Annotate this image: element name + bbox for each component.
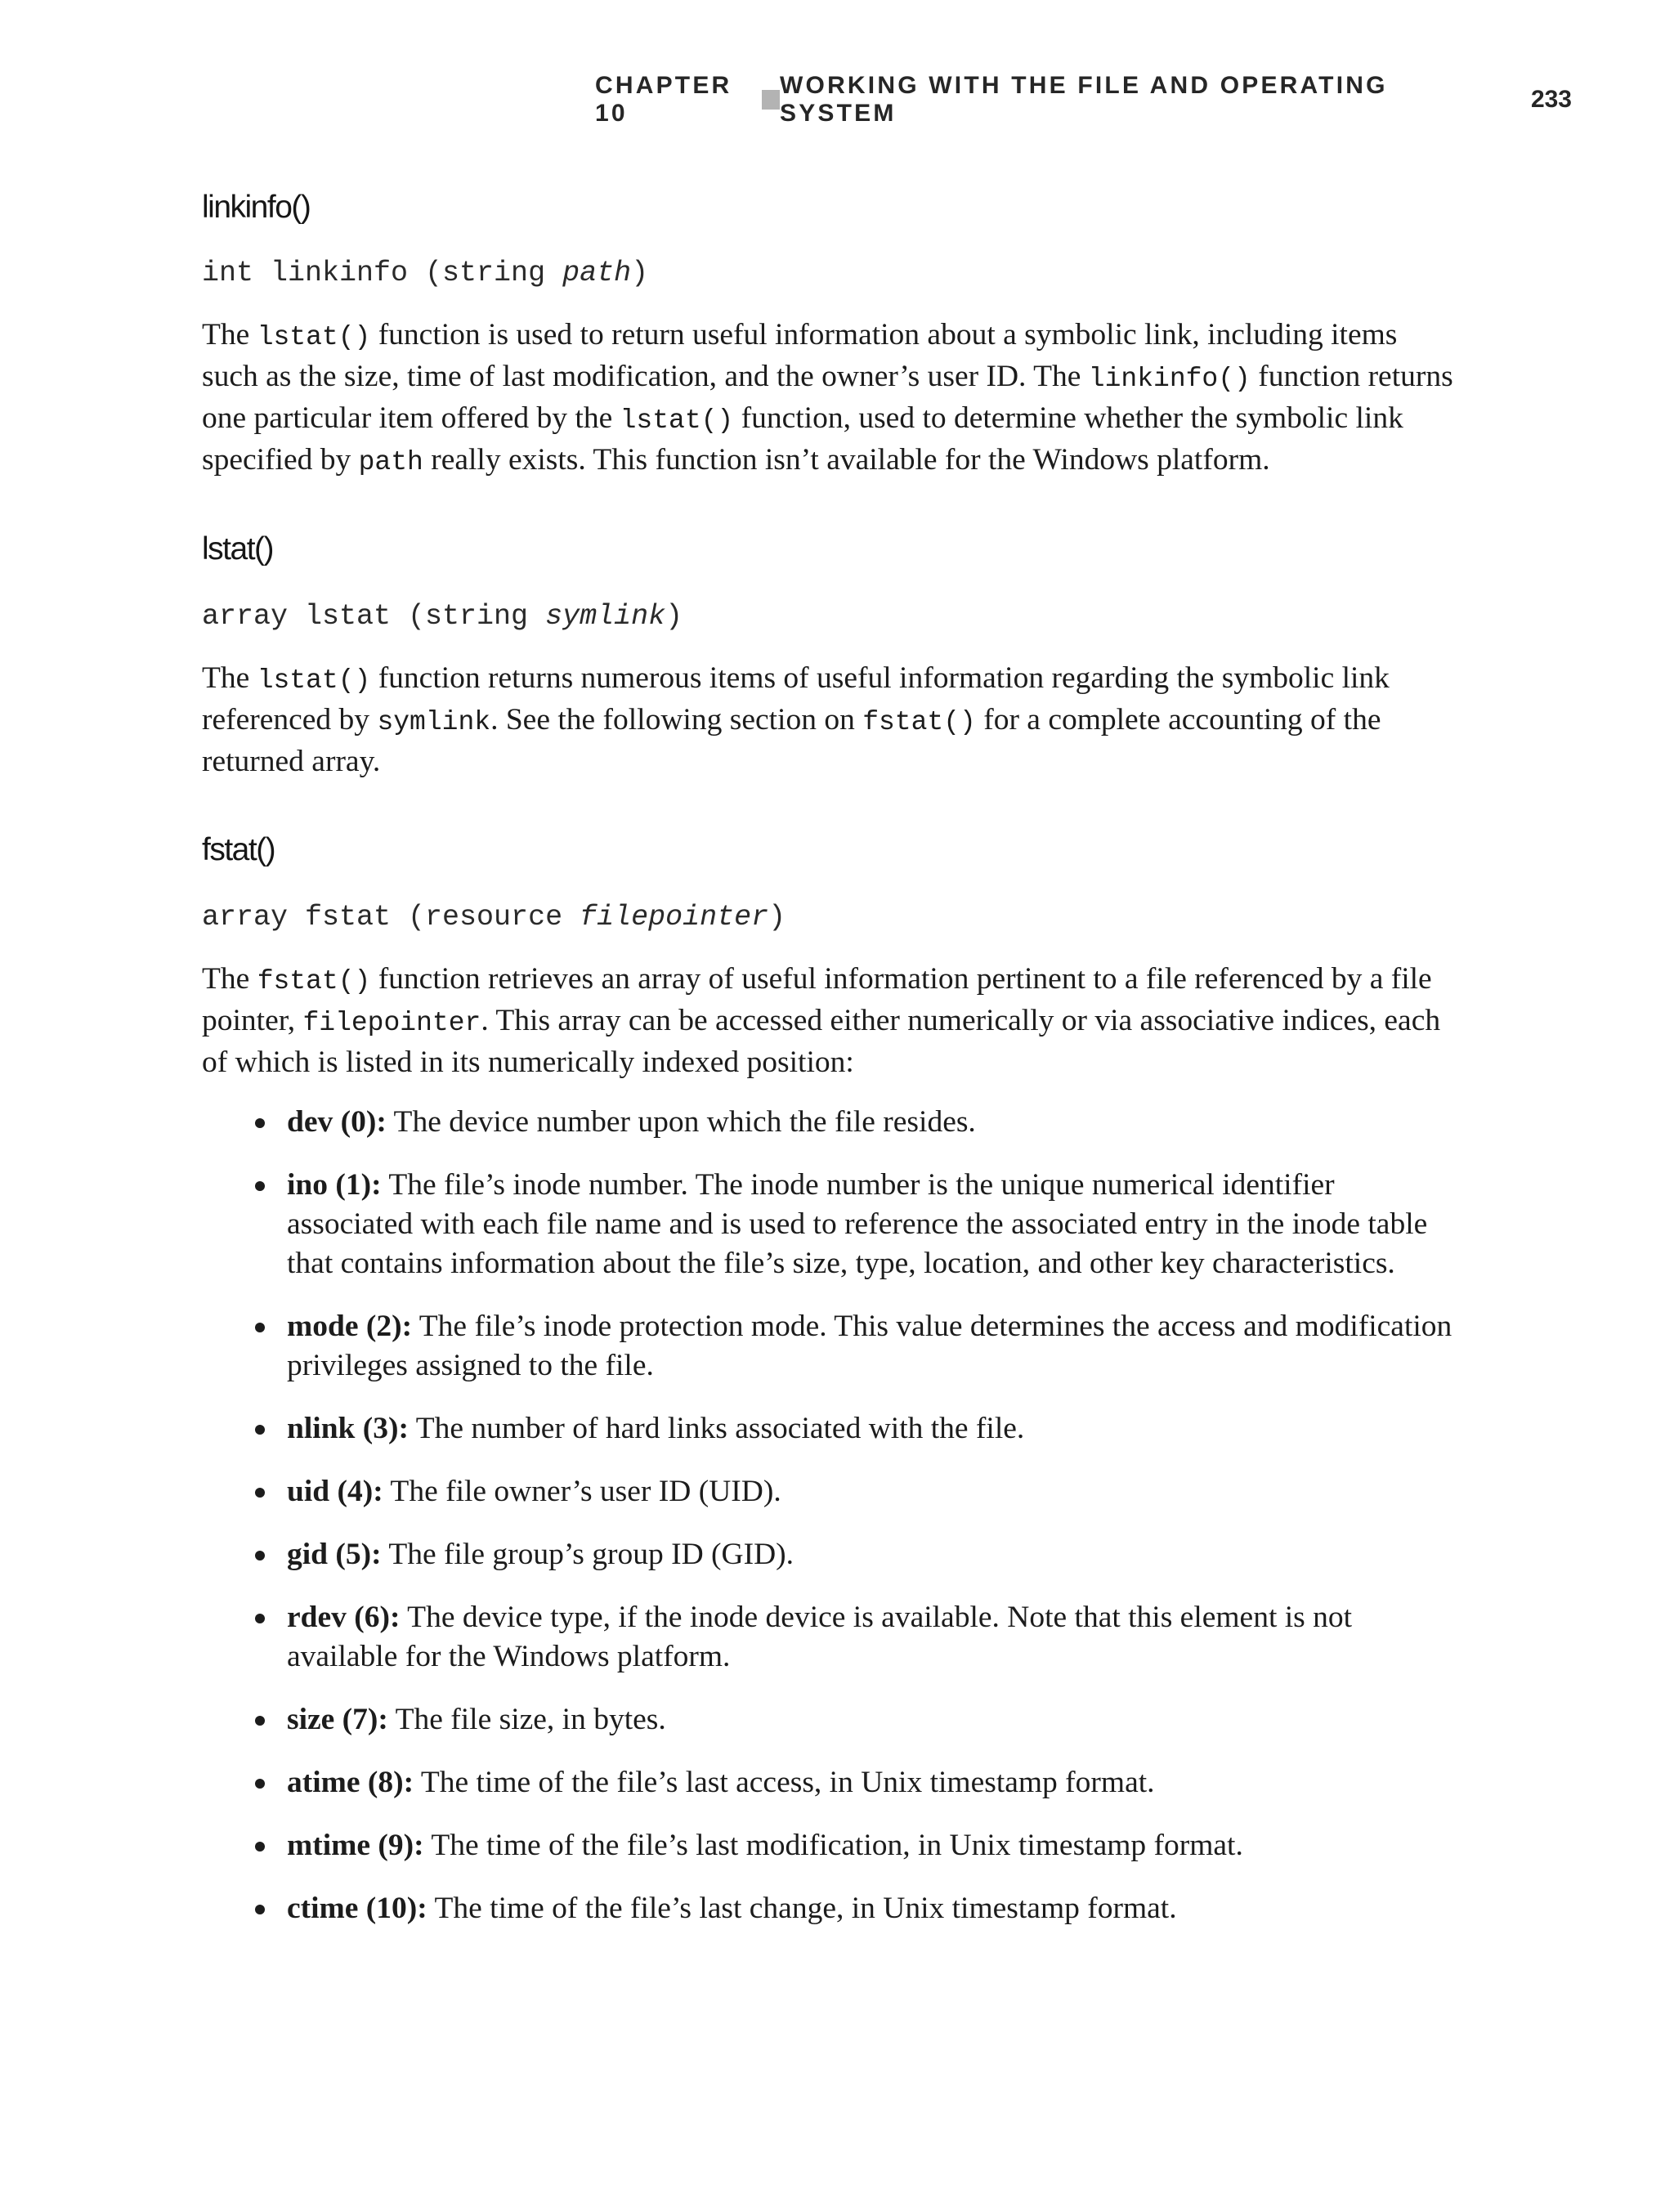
bullet-icon	[255, 1842, 265, 1852]
inline-code: fstat()	[862, 707, 976, 737]
item-term: nlink (3):	[287, 1412, 409, 1445]
fstat-field-list	[202, 1103, 1461, 1928]
item-description: The file owner’s user ID (UID).	[383, 1475, 781, 1508]
bullet-icon	[255, 1425, 265, 1435]
description-paragraph	[202, 960, 1461, 1082]
list-item	[202, 1409, 1461, 1449]
item-term: dev (0):	[287, 1105, 387, 1139]
section-title: lstat()	[202, 531, 273, 566]
text-run: The	[202, 962, 257, 996]
item-term: mtime (9):	[287, 1829, 424, 1862]
page-header	[0, 72, 1674, 127]
separator-square-icon	[762, 90, 780, 110]
item-description: The device number upon which the file resides.	[386, 1105, 976, 1139]
section-fstat	[202, 827, 1461, 1928]
running-head	[595, 72, 1463, 127]
inline-code: linkinfo()	[1088, 364, 1251, 394]
list-item	[202, 1472, 1461, 1511]
item-description: The file’s inode number. The inode number is the unique numerical identifier associated with each file name and is used to reference the associated entry in the inode table that contains information about the file’s size, type, location, and other key characteristics.	[287, 1168, 1428, 1280]
section-lstat	[202, 526, 1461, 781]
page-number: 233	[1530, 86, 1572, 113]
item-term: ino (1):	[287, 1168, 382, 1202]
section-linkinfo	[202, 185, 1461, 482]
item-description: The time of the file’s last modification, in Unix timestamp format.	[423, 1829, 1243, 1862]
item-term: gid (5):	[287, 1538, 382, 1571]
bullet-icon	[255, 1181, 265, 1191]
text-run: The	[202, 318, 257, 352]
bullet-icon	[255, 1118, 265, 1128]
section-title: linkinfo()	[202, 190, 311, 225]
item-description: The number of hard links associated with the file.	[409, 1412, 1025, 1445]
inline-code: fstat()	[257, 966, 371, 996]
list-item	[202, 1700, 1461, 1740]
chapter-label: CHAPTER 10	[595, 72, 732, 127]
signature-param: symlink	[545, 600, 666, 633]
list-item	[202, 1826, 1461, 1865]
text-run: function, used to determine whether the symbolic link specified by	[202, 401, 1403, 477]
inline-code: lstat()	[620, 405, 734, 436]
item-description: The time of the file’s last change, in Unix timestamp format.	[427, 1892, 1177, 1925]
list-item	[202, 1598, 1461, 1677]
page-content	[202, 185, 1461, 1928]
item-term: atime (8):	[287, 1766, 414, 1799]
item-term: uid (4):	[287, 1475, 383, 1508]
list-item	[202, 1763, 1461, 1802]
bullet-icon	[255, 1323, 265, 1332]
text-run: for a complete accounting of the returned array.	[202, 703, 1381, 778]
text-run: function is used to return useful information about a symbolic link, including items such as the size, time of last modification, and the owner’s user ID. The	[202, 318, 1398, 393]
signature-close: )	[631, 257, 649, 289]
text-run: The	[202, 661, 257, 695]
inline-code: filepointer	[302, 1008, 481, 1038]
text-run: function returns numerous items of useful information regarding the symbolic link referenced by	[202, 661, 1390, 737]
function-signature	[202, 597, 1461, 636]
bullet-icon	[255, 1614, 265, 1623]
signature-close: )	[768, 901, 786, 934]
item-term: size (7):	[287, 1703, 388, 1736]
function-signature	[202, 253, 1461, 293]
signature-param: filepointer	[580, 901, 769, 934]
description-paragraph	[202, 316, 1461, 482]
inline-code: lstat()	[257, 665, 371, 696]
item-term: mode (2):	[287, 1310, 413, 1343]
item-description: The file’s inode protection mode. This value determines the access and modification privileges assigned to the file.	[287, 1310, 1452, 1382]
chapter-title: WORKING WITH THE FILE AND OPERATING SYSTEM	[780, 72, 1388, 127]
text-run: . This array can be accessed either numerically or via associative indices, each of which is listed in its numerically indexed position:	[202, 1004, 1441, 1079]
signature-close: )	[665, 600, 683, 633]
description-paragraph	[202, 659, 1461, 781]
signature-param: path	[562, 257, 632, 289]
list-item	[202, 1307, 1461, 1386]
signature-text: array lstat (string	[202, 600, 546, 633]
item-description: The file group’s group ID (GID).	[381, 1538, 794, 1571]
signature-text: int linkinfo (string	[202, 257, 563, 289]
list-item	[202, 1889, 1461, 1928]
bullet-icon	[255, 1779, 265, 1789]
bullet-icon	[255, 1716, 265, 1726]
inline-code: lstat()	[257, 322, 371, 352]
text-run: really exists. This function isn’t available for the Windows platform.	[423, 443, 1270, 477]
item-term: ctime (10):	[287, 1892, 427, 1925]
item-description: The file size, in bytes.	[387, 1703, 666, 1736]
list-item	[202, 1103, 1461, 1142]
text-run: . See the following section on	[490, 703, 863, 737]
item-description: The time of the file’s last access, in Unix timestamp format.	[414, 1766, 1155, 1799]
inline-code: symlink	[377, 707, 491, 737]
inline-code: path	[358, 447, 423, 477]
text-run: function returns one particular item offered by the	[202, 360, 1453, 435]
bullet-icon	[255, 1905, 265, 1914]
item-description: The device type, if the inode device is available. Note that this element is not available for the Windows platform.	[287, 1601, 1353, 1673]
signature-text: array fstat (resource	[202, 901, 580, 934]
list-item	[202, 1166, 1461, 1283]
item-term: rdev (6):	[287, 1601, 401, 1634]
function-signature	[202, 898, 1461, 937]
list-item	[202, 1535, 1461, 1574]
bullet-icon	[255, 1488, 265, 1498]
text-run: function retrieves an array of useful information pertinent to a file referenced by a file pointer,	[202, 962, 1432, 1037]
bullet-icon	[255, 1551, 265, 1560]
section-title: fstat()	[202, 832, 275, 867]
